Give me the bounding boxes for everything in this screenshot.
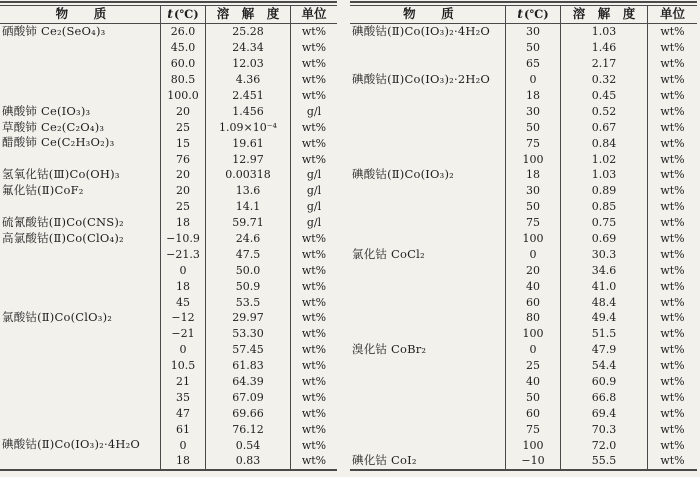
unit-cell: wt%	[647, 294, 697, 310]
substance-cell	[0, 326, 160, 342]
unit-cell: wt%	[290, 40, 337, 56]
unit-column-header: 单位	[290, 6, 337, 24]
substance-cell: 草酸铈 Ce₂(C₂O₄)₃	[2, 119, 105, 134]
substance-cell	[350, 151, 505, 167]
temp-cell: 30	[505, 24, 560, 40]
left-solubility-table	[0, 5, 337, 471]
value-cell: 0.45	[560, 88, 647, 104]
substance-cell	[350, 40, 505, 56]
substance-cell: 高氯酸钴(Ⅱ)Co(ClO₄)₂	[2, 230, 124, 245]
unit-cell: wt%	[647, 119, 697, 135]
temp-cell: 0	[505, 342, 560, 358]
value-cell: 69.66	[205, 405, 290, 421]
temp-cell: 100	[505, 151, 560, 167]
temp-cell: 21	[160, 374, 205, 390]
unit-cell: wt%	[647, 358, 697, 374]
substance-cell	[350, 421, 505, 437]
unit-cell: wt%	[647, 310, 697, 326]
value-cell: 12.97	[205, 151, 290, 167]
solubility-column-header: 溶 解 度	[205, 6, 290, 24]
temp-unit-label: (℃)	[524, 6, 549, 21]
unit-cell: wt%	[290, 374, 337, 390]
unit-cell: wt%	[647, 103, 697, 119]
unit-cell: wt%	[647, 437, 697, 453]
substance-cell: 氯酸钴(Ⅱ)Co(ClO₃)₂	[2, 310, 113, 325]
value-cell: 25.28	[205, 24, 290, 40]
value-cell: 67.09	[205, 389, 290, 405]
temp-cell: 25	[160, 199, 205, 215]
value-cell: 41.0	[560, 278, 647, 294]
temp-cell: 26.0	[160, 24, 205, 40]
substance-column-header: 物 质	[0, 6, 160, 24]
temp-cell: 30	[505, 103, 560, 119]
temp-cell: 60.0	[160, 56, 205, 72]
temp-cell: 10.5	[160, 358, 205, 374]
substance-cell	[0, 199, 160, 215]
temp-cell: 25	[505, 358, 560, 374]
temp-cell: 18	[505, 88, 560, 104]
substance-cell	[350, 183, 505, 199]
unit-cell: wt%	[290, 310, 337, 326]
temp-column-header	[505, 6, 560, 24]
temp-cell: 100	[505, 326, 560, 342]
temp-cell: 75	[505, 215, 560, 231]
value-cell: 24.6	[205, 231, 290, 247]
substance-cell	[0, 342, 160, 358]
unit-cell: g/l	[290, 183, 337, 199]
substance-cell	[350, 310, 505, 326]
temp-symbol: t	[517, 6, 524, 22]
unit-cell: wt%	[647, 246, 697, 262]
substance-cell	[350, 103, 505, 119]
unit-cell: wt%	[647, 278, 697, 294]
temp-cell: 50	[505, 40, 560, 56]
unit-cell: wt%	[290, 24, 337, 40]
unit-cell: wt%	[647, 24, 697, 40]
temp-cell: −21	[160, 326, 205, 342]
substance-cell	[0, 405, 160, 421]
temp-cell: 20	[160, 183, 205, 199]
temp-cell: 75	[505, 421, 560, 437]
temp-cell: 76	[160, 151, 205, 167]
unit-cell: wt%	[647, 262, 697, 278]
unit-cell: g/l	[290, 103, 337, 119]
temp-cell: −10.9	[160, 231, 205, 247]
temp-cell: 45.0	[160, 40, 205, 56]
value-cell: 66.8	[560, 389, 647, 405]
temp-cell: 50	[505, 119, 560, 135]
value-cell: 50.0	[205, 262, 290, 278]
value-cell: 2.17	[560, 56, 647, 72]
temp-cell: 100.0	[160, 88, 205, 104]
unit-cell: wt%	[290, 231, 337, 247]
value-cell: 0.89	[560, 183, 647, 199]
right-solubility-table	[350, 5, 697, 471]
temp-cell: 30	[505, 183, 560, 199]
unit-cell: wt%	[647, 56, 697, 72]
value-cell: 0.84	[560, 135, 647, 151]
temp-cell: 18	[160, 215, 205, 231]
unit-cell: wt%	[647, 88, 697, 104]
value-cell: 1.03	[560, 167, 647, 183]
substance-cell	[350, 56, 505, 72]
value-cell: 34.6	[560, 262, 647, 278]
temp-cell: 40	[505, 374, 560, 390]
value-cell: 69.4	[560, 405, 647, 421]
substance-cell	[0, 421, 160, 437]
value-cell: 54.4	[560, 358, 647, 374]
temp-cell: 100	[505, 437, 560, 453]
value-cell: 0.32	[560, 72, 647, 88]
unit-cell: wt%	[647, 389, 697, 405]
value-cell: 55.5	[560, 453, 647, 469]
value-cell: 51.5	[560, 326, 647, 342]
value-cell: 4.36	[205, 72, 290, 88]
value-cell: 59.71	[205, 215, 290, 231]
unit-cell: g/l	[290, 215, 337, 231]
temp-cell: 45	[160, 294, 205, 310]
substance-cell: 氯化钴 CoCl₂	[352, 246, 425, 261]
unit-cell: wt%	[290, 262, 337, 278]
unit-cell: wt%	[290, 421, 337, 437]
temp-cell: −12	[160, 310, 205, 326]
unit-cell: wt%	[647, 72, 697, 88]
substance-cell	[350, 262, 505, 278]
temp-cell: −10	[505, 453, 560, 469]
substance-cell: 碘化钴 CoI₂	[352, 453, 417, 468]
substance-cell	[0, 72, 160, 88]
substance-cell	[0, 56, 160, 72]
substance-column-header: 物 质	[350, 6, 505, 24]
value-cell: 0.85	[560, 199, 647, 215]
temp-cell: 65	[505, 56, 560, 72]
substance-cell	[0, 389, 160, 405]
temp-cell: 20	[160, 167, 205, 183]
value-cell: 50.9	[205, 278, 290, 294]
unit-cell: wt%	[647, 167, 697, 183]
substance-cell	[0, 453, 160, 469]
value-cell: 64.39	[205, 374, 290, 390]
value-cell: 53.5	[205, 294, 290, 310]
substance-cell	[350, 215, 505, 231]
unit-cell: wt%	[647, 40, 697, 56]
temp-cell: 20	[505, 262, 560, 278]
unit-cell: wt%	[290, 389, 337, 405]
value-cell: 0.83	[205, 453, 290, 469]
temp-cell: 80.5	[160, 72, 205, 88]
unit-cell: wt%	[290, 294, 337, 310]
value-cell: 57.45	[205, 342, 290, 358]
unit-cell: wt%	[290, 437, 337, 453]
temp-cell: 60	[505, 405, 560, 421]
temp-cell: 18	[160, 453, 205, 469]
substance-cell	[0, 358, 160, 374]
unit-cell: wt%	[647, 342, 697, 358]
temp-cell: 20	[160, 103, 205, 119]
unit-cell: wt%	[647, 215, 697, 231]
temp-cell: 0	[505, 246, 560, 262]
unit-cell: wt%	[290, 326, 337, 342]
unit-cell: wt%	[647, 374, 697, 390]
temp-cell: 0	[160, 342, 205, 358]
unit-cell: wt%	[290, 135, 337, 151]
unit-cell: wt%	[290, 342, 337, 358]
temp-cell: 25	[160, 119, 205, 135]
unit-cell: wt%	[647, 199, 697, 215]
value-cell: 14.1	[205, 199, 290, 215]
substance-cell: 氟化钴(Ⅱ)CoF₂	[2, 183, 84, 198]
value-cell: 70.3	[560, 421, 647, 437]
substance-cell	[0, 374, 160, 390]
value-cell: 13.6	[205, 183, 290, 199]
temp-cell: 0	[505, 72, 560, 88]
temp-cell: 35	[160, 389, 205, 405]
temp-cell: 47	[160, 405, 205, 421]
unit-cell: wt%	[290, 151, 337, 167]
temp-cell: 0	[160, 262, 205, 278]
value-cell: 19.61	[205, 135, 290, 151]
temp-cell: 40	[505, 278, 560, 294]
value-cell: 47.9	[560, 342, 647, 358]
value-cell: 0.00318	[205, 167, 290, 183]
value-cell: 0.54	[205, 437, 290, 453]
value-cell: 29.97	[205, 310, 290, 326]
value-cell: 12.03	[205, 56, 290, 72]
temp-cell: 18	[160, 278, 205, 294]
solubility-column-header: 溶 解 度	[560, 6, 647, 24]
unit-cell: wt%	[647, 151, 697, 167]
substance-cell: 碘酸铈 Ce(IO₃)₃	[2, 103, 91, 118]
substance-cell	[350, 389, 505, 405]
temp-cell: 0	[160, 437, 205, 453]
unit-cell: wt%	[647, 453, 697, 469]
substance-cell	[350, 231, 505, 247]
unit-cell: wt%	[647, 421, 697, 437]
value-cell: 1.03	[560, 24, 647, 40]
substance-cell: 溴化钴 CoBr₂	[352, 342, 427, 356]
substance-cell: 氢氧化钴(Ⅲ)Co(OH)₃	[2, 167, 120, 182]
substance-cell: 硒酸铈 Ce₂(SeO₄)₃	[2, 24, 106, 39]
temp-symbol: t	[167, 6, 174, 22]
unit-cell: wt%	[647, 231, 697, 247]
substance-cell	[350, 135, 505, 151]
temp-cell: 50	[505, 389, 560, 405]
substance-cell	[350, 199, 505, 215]
value-cell: 2.451	[205, 88, 290, 104]
substance-cell	[0, 151, 160, 167]
value-cell: 0.69	[560, 231, 647, 247]
unit-cell: g/l	[290, 199, 337, 215]
unit-cell: wt%	[647, 135, 697, 151]
substance-cell	[350, 358, 505, 374]
substance-cell	[0, 88, 160, 104]
temp-cell: 80	[505, 310, 560, 326]
substance-cell	[350, 119, 505, 135]
unit-cell: wt%	[290, 278, 337, 294]
value-cell: 1.09×10⁻⁴	[205, 119, 290, 135]
unit-cell: wt%	[290, 119, 337, 135]
value-cell: 61.83	[205, 358, 290, 374]
substance-cell	[350, 294, 505, 310]
temp-column-header	[160, 6, 205, 24]
substance-cell	[350, 374, 505, 390]
substance-cell	[350, 405, 505, 421]
value-cell: 76.12	[205, 421, 290, 437]
value-cell: 48.4	[560, 294, 647, 310]
temp-cell: 15	[160, 135, 205, 151]
substance-cell	[0, 262, 160, 278]
value-cell: 1.46	[560, 40, 647, 56]
unit-cell: wt%	[647, 326, 697, 342]
value-cell: 0.75	[560, 215, 647, 231]
value-cell: 72.0	[560, 437, 647, 453]
unit-cell: wt%	[647, 405, 697, 421]
substance-cell	[0, 246, 160, 262]
temp-cell: 61	[160, 421, 205, 437]
value-cell: 60.9	[560, 374, 647, 390]
substance-cell: 碘酸钴(Ⅱ)Co(IO₃)₂	[352, 167, 454, 182]
temp-cell: 75	[505, 135, 560, 151]
substance-cell	[0, 40, 160, 56]
value-cell: 0.52	[560, 103, 647, 119]
temp-cell: 60	[505, 294, 560, 310]
substance-cell: 碘酸钴(Ⅱ)Co(IO₃)₂·4H₂O	[2, 437, 141, 452]
unit-column-header: 单位	[647, 6, 697, 24]
substance-cell	[350, 437, 505, 453]
substance-cell	[350, 88, 505, 104]
temp-cell: −21.3	[160, 246, 205, 262]
substance-cell: 碘酸钴(Ⅱ)Co(IO₃)₂·4H₂O	[352, 24, 491, 39]
substance-cell: 碘酸钴(Ⅱ)Co(IO₃)₂·2H₂O	[352, 71, 491, 86]
substance-cell	[350, 278, 505, 294]
substance-cell	[0, 278, 160, 294]
temp-cell: 100	[505, 231, 560, 247]
unit-cell: wt%	[290, 405, 337, 421]
value-cell: 24.34	[205, 40, 290, 56]
temp-cell: 50	[505, 199, 560, 215]
value-cell: 49.4	[560, 310, 647, 326]
value-cell: 1.456	[205, 103, 290, 119]
value-cell: 1.02	[560, 151, 647, 167]
substance-cell: 硫氰酸钴(Ⅱ)Co(CNS)₂	[2, 214, 124, 229]
temp-unit-label: (℃)	[174, 6, 199, 21]
unit-cell: wt%	[290, 453, 337, 469]
unit-cell: g/l	[290, 167, 337, 183]
unit-cell: wt%	[290, 358, 337, 374]
value-cell: 47.5	[205, 246, 290, 262]
substance-cell	[0, 294, 160, 310]
value-cell: 0.67	[560, 119, 647, 135]
unit-cell: wt%	[290, 56, 337, 72]
unit-cell: wt%	[290, 88, 337, 104]
value-cell: 30.3	[560, 246, 647, 262]
substance-cell: 醋酸铈 Ce(C₂H₃O₂)₃	[2, 135, 115, 150]
unit-cell: wt%	[290, 72, 337, 88]
substance-cell	[350, 326, 505, 342]
value-cell: 53.30	[205, 326, 290, 342]
unit-cell: wt%	[647, 183, 697, 199]
unit-cell: wt%	[290, 246, 337, 262]
temp-cell: 18	[505, 167, 560, 183]
